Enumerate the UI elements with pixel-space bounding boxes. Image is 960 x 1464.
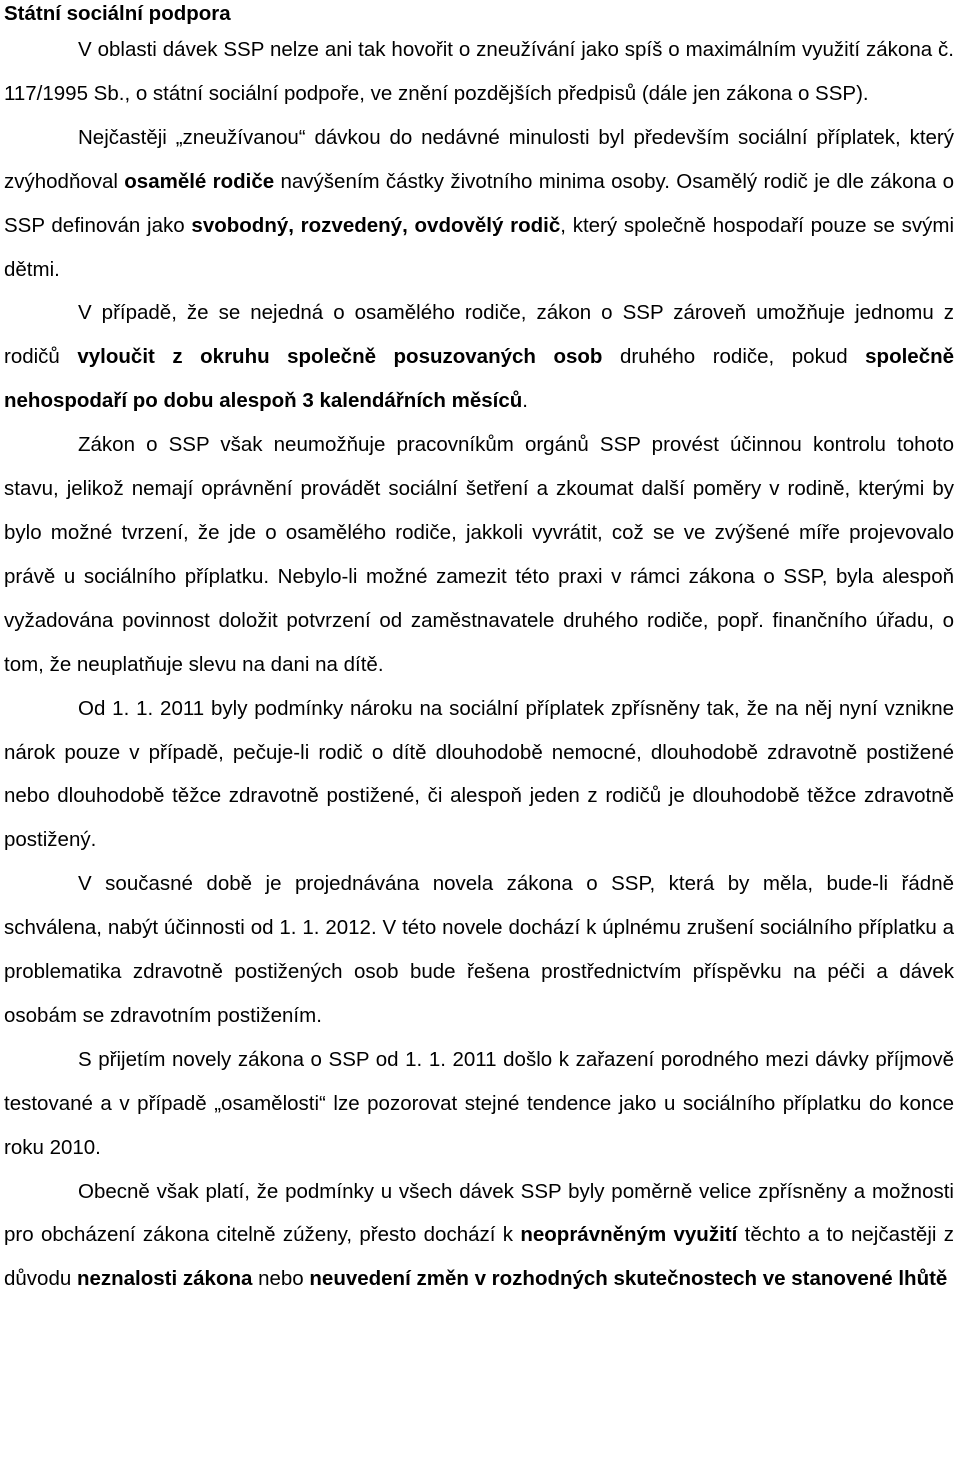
text-run: druhého rodiče, pokud xyxy=(602,345,866,369)
text-run: těchto a to nejčastěji z důvodu xyxy=(4,1223,954,1291)
paragraph xyxy=(4,1038,954,1170)
document-body xyxy=(4,28,954,1301)
text-run: V případě, že se nejedná o osamělého rodiče, zákon o SSP zároveň umožňuje jednomu z rodičů xyxy=(4,301,954,369)
paragraph xyxy=(4,423,954,686)
paragraph xyxy=(4,116,954,292)
bold-text-run: svobodný, rozvedený, ovdovělý rodič xyxy=(191,213,561,237)
text-run: V oblasti dávek SSP nelze ani tak hovořit o zneužívání jako spíš o maximálním využití zákona č. 117/1995 Sb., o státní sociální podpoře, ve znění pozdějších předpisů (dále jen zákona o SSP). xyxy=(4,38,954,105)
section-heading: Státní sociální podpora xyxy=(4,2,231,25)
text-run: . xyxy=(522,389,528,413)
text-run: V současné době je projednávána novela zákona o SSP, která by měla, bude-li řádně schválena, nabýt účinnosti od 1. 1. 2012. V této novele dochází k úplnému zrušení sociálního příplatku a problematika zdravotně postižených osob bude řešena prostřednictvím příspěvku na péči a dávek osobám se zdravotním postižením. xyxy=(4,872,954,1027)
paragraph xyxy=(4,28,954,116)
text-run: , který společně hospodaří pouze se svými dětmi. xyxy=(4,213,955,281)
bold-text-run: osamělé rodiče xyxy=(124,169,275,193)
text-run: Obecně však platí, že podmínky u všech dávek SSP byly poměrně velice zpřísněny a možnosti pro obcházení zákona citelně zúženy, přesto dochází k xyxy=(4,1179,954,1247)
text-run: S přijetím novely zákona o SSP od 1. 1. 2011 došlo k zařazení porodného mezi dávky příjmově testované a v případě „osamělosti“ lze pozorovat stejné tendence jako u sociálního příplatku do konce roku 2010. xyxy=(4,1047,954,1159)
bold-text-run: neuvedení změn v rozhodných skutečnostech ve stanovené lhůtě xyxy=(309,1267,948,1291)
bold-text-run: společně nehospodaří po dobu alespoň 3 kalendářních měsíců xyxy=(4,345,955,413)
text-run: nebo xyxy=(252,1267,310,1291)
text-run: Nejčastěji „zneužívanou“ dávkou do nedávné minulosti byl především sociální příplatek, který zvýhodňoval xyxy=(4,125,954,193)
text-run: Zákon o SSP však neumožňuje pracovníkům orgánů SSP provést účinnou kontrolu tohoto stavu, jelikož nemají oprávnění provádět sociální šetření a zkoumat další poměry v rodině, kterými by bylo možné tvrzení, že jde o osamělého rodiče, jakkoli vyvrátit, což se ve zvýšené míře projevovalo právě u sociálního příplatku. Nebylo-li možné zamezit této praxi v rámci zákona o SSP, byla alespoň vyžadována povinnost doložit potvrzení od zaměstnavatele druhého rodiče, popř. finančního úřadu, o tom, že neuplatňuje slevu na dani na dítě. xyxy=(4,433,954,676)
bold-text-run: neoprávněným využití xyxy=(520,1223,738,1247)
text-run: navýšením částky životního minima osoby. Osamělý rodič je dle zákona o SSP definován jako xyxy=(4,169,954,237)
bold-text-run: vyloučit z okruhu společně posuzovaných osob xyxy=(77,345,603,369)
paragraph xyxy=(4,1170,954,1302)
paragraph xyxy=(4,687,954,863)
paragraph xyxy=(4,291,954,423)
bold-text-run: neznalosti zákona xyxy=(76,1267,253,1291)
text-run: Od 1. 1. 2011 byly podmínky nároku na sociální příplatek zpřísněny tak, že na něj nyní vznikne nárok pouze v případě, pečuje-li rodič o dítě dlouhodobě nemocné, dlouhodobě zdravotně postižené nebo dlouhodobě těžce zdravotně postižené, či alespoň jeden z rodičů je dlouhodobě těžce zdravotně postižený. xyxy=(4,696,954,852)
paragraph xyxy=(4,862,954,1038)
